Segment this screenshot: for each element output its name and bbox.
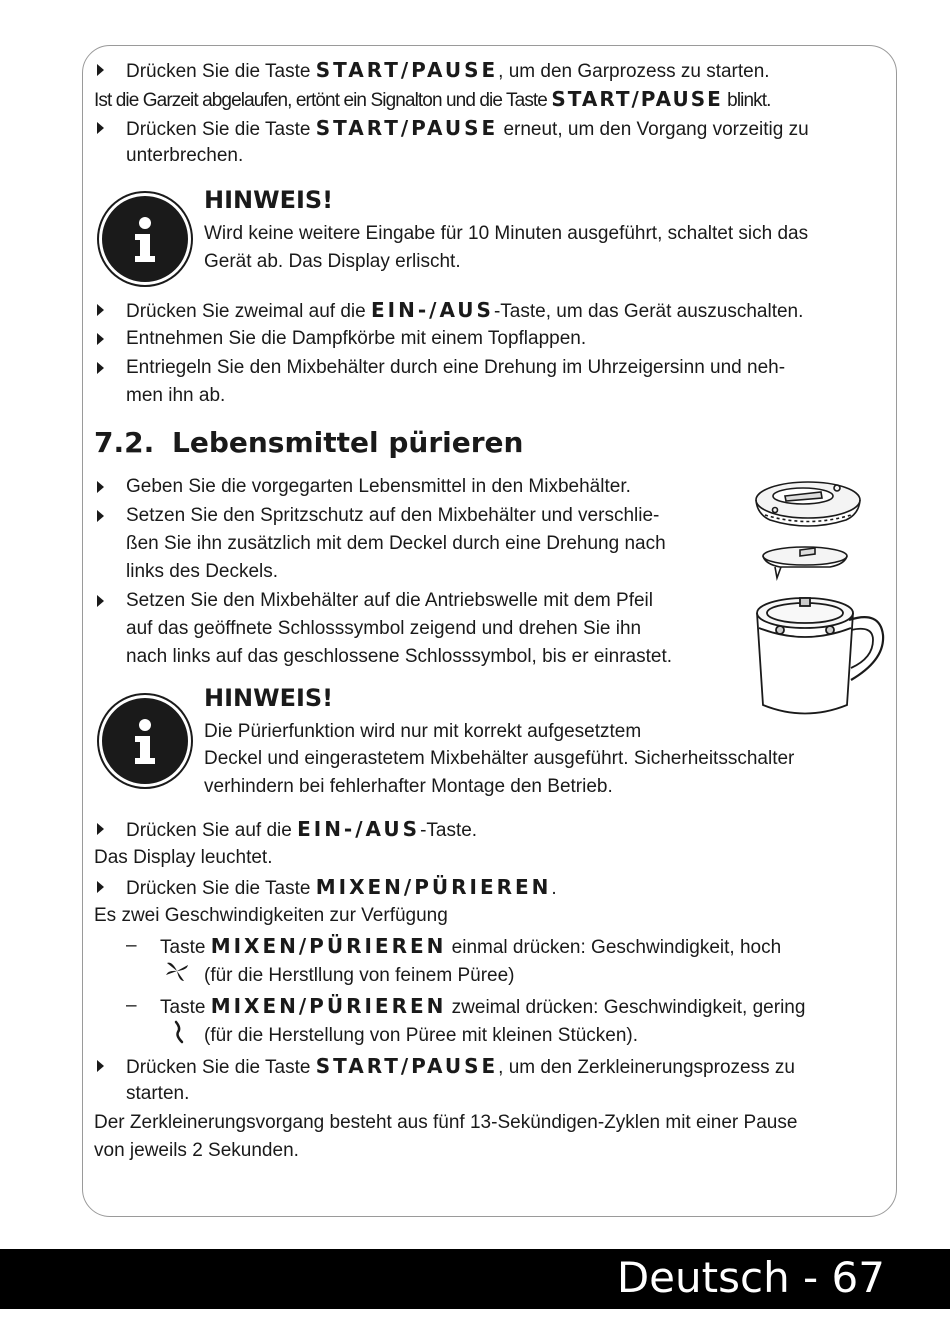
bullet-continuation: auf das geöffnete Schlosssymbol zeigend und drehen Sie ihn (126, 618, 642, 639)
note-text: verhindern bei fehlerhafter Montage den Betrieb. (204, 776, 613, 797)
bullet-continuation: men ihn ab. (126, 385, 226, 406)
note-title: HINWEIS! (204, 684, 334, 712)
note-title: HINWEIS! (204, 186, 334, 214)
key-on-off: EIN-/AUS (371, 298, 494, 322)
text: . (551, 878, 557, 899)
bullet-icon (97, 64, 104, 76)
key-mix-puree: MIXEN/PÜRIEREN (315, 875, 552, 899)
lid-drawing (756, 482, 860, 526)
page-footer (0, 1249, 950, 1309)
footer-page-label: Deutsch - 67 (616, 1253, 885, 1302)
paragraph-timer-done (94, 85, 771, 115)
note-text: Gerät ab. Das Display erlischt. (204, 251, 461, 272)
bullet-start-cooking (126, 56, 770, 86)
paragraph-speeds: Es zwei Geschwindigkeiten zur Verfügung (94, 905, 448, 926)
bullet-icon (97, 1060, 104, 1072)
bullet-continuation: starten. (126, 1083, 190, 1104)
key-mix-puree: MIXEN/PÜRIEREN (210, 994, 447, 1018)
text: zweimal drücken: Geschwindigkeit, gering (446, 997, 806, 1018)
bullet-mount-jar: Setzen Sie den Mixbehälter auf die Antriebswelle mit dem Pfeil (126, 590, 653, 611)
blade-low-speed-icon (172, 1020, 186, 1044)
bullet-splash-guard: Setzen Sie den Spritzschutz auf den Mixbehälter und verschlie- (126, 505, 660, 526)
section-title: Lebensmittel pürieren (172, 426, 524, 459)
bullet-icon (97, 122, 104, 134)
note-text: Wird keine weitere Eingabe für 10 Minuten ausgeführt, schaltet sich das (204, 223, 809, 244)
blade-high-speed-icon (164, 960, 190, 982)
text: , um den Zerkleinerungsprozess zu (498, 1057, 795, 1078)
text: Drücken Sie die Taste (126, 61, 316, 82)
text: , um den Garprozess zu starten. (498, 61, 770, 82)
text: -Taste. (420, 820, 478, 841)
bullet-stop-early (126, 114, 809, 144)
section-number: 7.2. (94, 426, 155, 459)
bullet-continuation: nach links auf das geschlossene Schlosssymbol, bis er einrastet. (126, 646, 672, 667)
bullet-add-food: Geben Sie die vorgegarten Lebensmittel in den Mixbehälter. (126, 476, 631, 497)
bullet-continuation: unterbrechen. (126, 145, 244, 166)
text: Drücken Sie die Taste (126, 878, 316, 899)
note-text: Deckel und eingerastetem Mixbehälter ausgeführt. Sicherheitsschalter (204, 748, 795, 769)
jar-drawing (757, 598, 883, 714)
bullet-icon (97, 881, 104, 893)
text: Ist die Garzeit abgelaufen, ertönt ein Signalton und die Taste (94, 90, 552, 111)
bullet-switch-off (126, 296, 803, 326)
bullet-icon (97, 595, 104, 607)
text: Taste (160, 937, 211, 958)
key-start-pause: START/PAUSE (551, 87, 723, 111)
bullet-icon (97, 481, 104, 493)
bullet-remove-baskets: Entnehmen Sie die Dampfkörbe mit einem Topflappen. (126, 328, 587, 349)
text: Taste (160, 997, 211, 1018)
key-start-pause: START/PAUSE (315, 58, 499, 82)
bullet-continuation: ßen Sie ihn zusätzlich mit dem Deckel durch eine Drehung nach (126, 533, 666, 554)
bullet-icon (97, 333, 104, 345)
text: einmal drücken: Geschwindigkeit, hoch (446, 937, 782, 958)
text: Drücken Sie die Taste (126, 119, 316, 140)
bullet-press-mix (126, 873, 557, 903)
speed-low-desc: (für die Herstellung von Püree mit kleinen Stücken). (204, 1025, 639, 1046)
blender-jar-illustration (745, 470, 890, 725)
bullet-unlock-jar: Entriegeln Sie den Mixbehälter durch eine Drehung im Uhrzeigersinn und neh- (126, 357, 786, 378)
paragraph-cycles: von jeweils 2 Sekunden. (94, 1140, 299, 1161)
dash-marker: – (126, 935, 137, 956)
bullet-icon (97, 823, 104, 835)
info-icon (99, 193, 191, 285)
text: blinkt. (722, 90, 771, 111)
bullet-start-chopping (126, 1052, 795, 1082)
speed-low-item (160, 992, 805, 1022)
key-on-off: EIN-/AUS (297, 817, 421, 841)
text: erneut, um den Vorgang vorzeitig zu (498, 119, 809, 140)
bullet-icon (97, 304, 104, 316)
dash-marker: – (126, 995, 137, 1016)
speed-high-item (160, 932, 781, 962)
key-start-pause: START/PAUSE (315, 1054, 499, 1078)
text: Drücken Sie auf die (126, 820, 298, 841)
splash-guard-drawing (763, 547, 847, 578)
text: -Taste, um das Gerät auszuschalten. (493, 301, 804, 322)
bullet-icon (97, 362, 104, 374)
paragraph-cycles: Der Zerkleinerungsvorgang besteht aus fünf 13-Sekündigen-Zyklen mit einer Pause (94, 1112, 798, 1133)
bullet-icon (97, 510, 104, 522)
bullet-press-on (126, 815, 477, 845)
speed-high-desc: (für die Herstllung von feinem Püree) (204, 965, 515, 986)
key-mix-puree: MIXEN/PÜRIEREN (210, 934, 447, 958)
bullet-continuation: links des Deckels. (126, 561, 279, 582)
key-start-pause: START/PAUSE (315, 116, 499, 140)
paragraph-display: Das Display leuchtet. (94, 847, 273, 868)
text: Drücken Sie die Taste (126, 1057, 316, 1078)
note-text: Die Pürierfunktion wird nur mit korrekt aufgesetztem (204, 721, 642, 742)
text: Drücken Sie zweimal auf die (126, 301, 371, 322)
info-icon (99, 695, 191, 787)
